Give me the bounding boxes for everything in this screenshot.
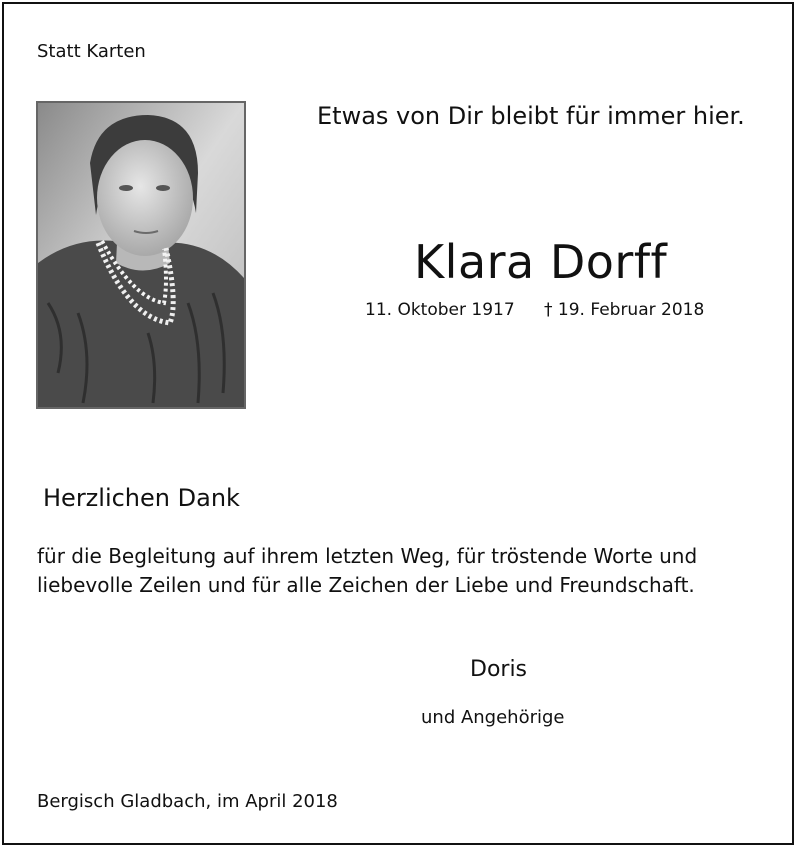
thanks-title: Herzlichen Dank: [43, 484, 240, 512]
thanks-text-line-1: für die Begleitung auf ihrem letzten Weg, für tröstende Worte und: [37, 544, 698, 568]
signature-relatives: und Angehörige: [421, 707, 565, 728]
portrait-photo: [36, 101, 246, 409]
header-text: Statt Karten: [37, 41, 146, 62]
place-and-date: Bergisch Gladbach, im April 2018: [37, 791, 338, 812]
birth-date: 11. Oktober 1917: [365, 300, 515, 320]
portrait-photo-icon: [38, 103, 244, 407]
obituary-card: [2, 2, 794, 845]
deceased-name: Klara Dorff: [414, 235, 668, 289]
death-date: † 19. Februar 2018: [544, 300, 705, 320]
thanks-text-line-2: liebevolle Zeilen und für alle Zeichen der Liebe und Freundschaft.: [37, 573, 695, 597]
signature-name: Doris: [470, 657, 528, 682]
motto-text: Etwas von Dir bleibt für immer hier.: [317, 102, 745, 130]
